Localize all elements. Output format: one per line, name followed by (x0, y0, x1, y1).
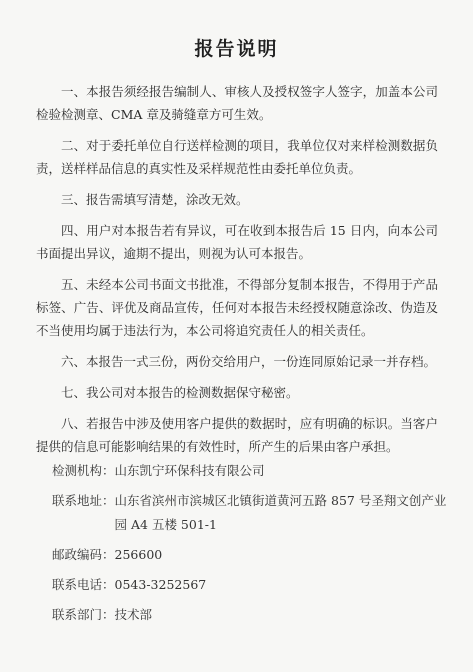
dept-value: 技术部 (114, 607, 153, 622)
clause-item: 五、未经本公司书面文书批准，不得部分复制本报告，不得用于产品标签、广告、评优及商品宣传，任何对本报告未经授权随意涂改、伪造及不当使用均属于违法行为，本公司将追究责任人的相关责任。 (36, 277, 438, 338)
clause-item: 八、若报告中涉及使用客户提供的数据时，应有明确的标识。当客户提供的信息可能影响结果的有效性时，所产生的后果由客户承担。 (36, 416, 438, 454)
clause-item: 二、对于委托单位自行送样检测的项目，我单位仅对来样检测数据负责，送样样品信息的真实性及采样规范性由委托单位负责。 (36, 138, 438, 176)
clause-item: 七、我公司对本报告的检测数据保守秘密。 (61, 385, 299, 400)
clause-item: 六、本报告一式三份，两份交给用户，一份连同原始记录一并存档。 (61, 354, 437, 369)
clause-item: 三、报告需填写清楚，涂改无效。 (61, 192, 249, 207)
phone-value: 0543-3252567 (114, 577, 207, 592)
contact-row-dept (52, 603, 448, 627)
contact-row-postcode (52, 543, 448, 567)
org-value: 山东凯宁环保科技有限公司 (114, 463, 265, 478)
address-value: 山东省滨州市滨城区北镇街道黄河五路 857 号圣翔文创产业园 A4 五楼 501-1 (114, 493, 447, 532)
contact-row-address (52, 489, 448, 537)
org-label: 检测机构： (52, 463, 115, 478)
clause-item: 四、用户对本报告若有异议，可在收到本报告后 15 日内，向本公司书面提出异议，逾期不提出，则视为认可本报告。 (36, 223, 438, 261)
page-title: 报告说明 (194, 38, 279, 60)
contact-row-org (52, 459, 448, 483)
postcode-label: 邮政编码： (52, 547, 115, 562)
clause-list (36, 80, 438, 466)
phone-label: 联系电话： (52, 577, 115, 592)
dept-label: 联系部门： (52, 607, 115, 622)
contact-row-phone (52, 573, 448, 597)
contact-block (52, 459, 448, 633)
address-label: 联系地址： (52, 493, 115, 508)
clause-item: 一、本报告须经报告编制人、审核人及授权签字人签字，加盖本公司检验检测章、CMA 章及骑缝章方可生效。 (36, 84, 438, 122)
postcode-value: 256600 (114, 547, 163, 562)
